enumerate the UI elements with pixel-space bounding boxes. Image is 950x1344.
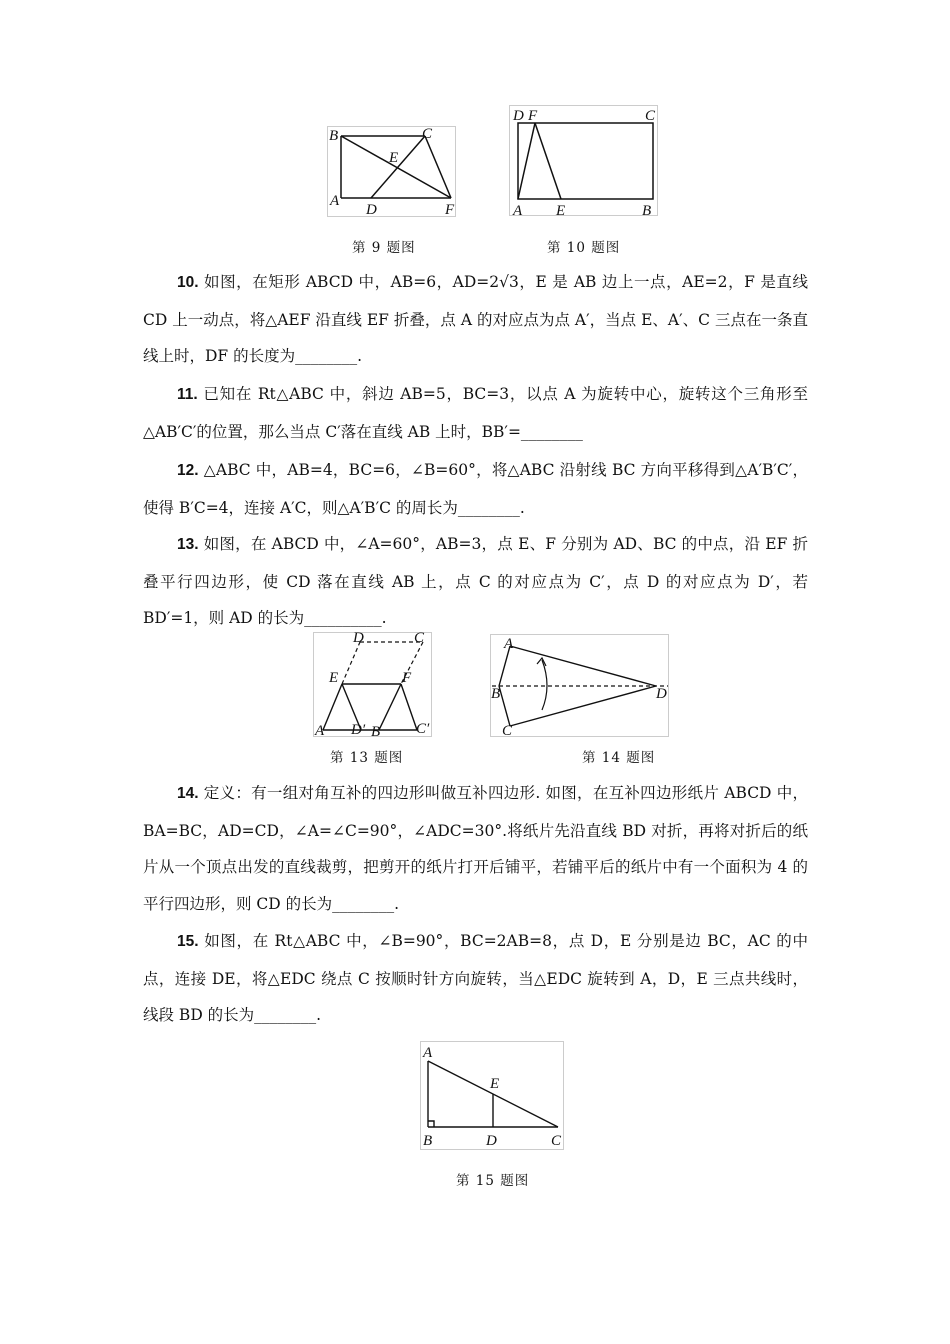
fig10-label-a: A	[513, 203, 523, 217]
question-13-text: 如图，在 ABCD 中，∠A=60°，AB=3，点 E、F 分别为 AD、BC 的中点，沿 EF 折叠平行四边形，使 CD 落在直线 AB 上，点 C 的对应点为 C′，点 D 的对应点为 D′，若 BD′=1，则 AD 的长为__________.	[143, 535, 808, 627]
question-14	[143, 775, 808, 922]
question-12-text: △ABC 中，AB=4，BC=6，∠B=60°，将△ABC 沿射线 BC 方向平移得到△A′B′C′，使得 B′C=4，连接 A′C，则△A′B′C 的周长为________.	[143, 461, 808, 517]
figure-14-caption: 第 14 题图	[582, 750, 656, 766]
fig13-label-c: C	[414, 632, 425, 646]
fig9-label-d: D	[366, 202, 377, 218]
figure-10-caption: 第 10 题图	[547, 240, 621, 256]
fig9-label-e: E	[389, 150, 399, 166]
fig13-label-cprime: C′	[416, 721, 430, 737]
fig10-label-d: D	[513, 108, 524, 124]
figure-14	[490, 634, 670, 738]
fig9-label-f: F	[445, 202, 455, 218]
question-14-number: 14.	[177, 785, 199, 802]
question-11	[143, 376, 808, 450]
fig9-label-a: A	[330, 193, 340, 209]
question-15-number: 15.	[177, 933, 199, 950]
figure-15	[420, 1041, 565, 1151]
question-10	[143, 264, 808, 375]
question-10-number: 10.	[177, 274, 199, 291]
fig10-label-b: B	[642, 203, 652, 217]
question-13	[143, 526, 808, 637]
question-15-text: 如图，在 Rt△ABC 中，∠B=90°，BC=2AB=8，点 D，E 分别是边 BC，AC 的中点，连接 DE，将△EDC 绕点 C 按顺时针方向旋转，当△EDC 旋转到 A，D，E 三点共线时，线段 BD 的长为________.	[143, 932, 808, 1024]
question-11-text: 已知在 Rt△ABC 中，斜边 AB=5，BC=3，以点 A 为旋转中心，旋转这个三角形至△AB′C′的位置，那么当点 C′落在直线 AB 上时，BB′=________	[143, 385, 808, 441]
fig10-label-e: E	[556, 203, 566, 217]
figure-13-caption: 第 13 题图	[330, 750, 404, 766]
fig9-label-c: C	[422, 126, 433, 142]
fig14-label-d: D	[656, 686, 667, 702]
fig15-label-c: C	[551, 1133, 562, 1149]
fig14-label-b: B	[491, 686, 501, 702]
question-15	[143, 923, 808, 1034]
fig15-label-b: B	[423, 1133, 433, 1149]
fig15-label-e: E	[490, 1076, 500, 1092]
question-11-number: 11.	[177, 386, 198, 403]
fig14-label-a: A	[504, 636, 514, 652]
fig13-label-d: D	[353, 632, 364, 646]
fig9-label-b: B	[329, 128, 339, 144]
question-12-number: 12.	[177, 462, 199, 479]
fig13-label-e: E	[329, 670, 339, 686]
question-13-number: 13.	[177, 536, 199, 553]
question-10-text: 如图，在矩形 ABCD 中，AB=6，AD=2√3，E 是 AB 边上一点，AE=2，F 是直线 CD 上一动点，将△AEF 沿直线 EF 折叠，点 A 的对应点为点 A′，当点 E、A′、C 三点在一条直线上时，DF 的长度为________.	[143, 273, 808, 365]
figure-9	[327, 126, 457, 218]
fig15-label-d: D	[486, 1133, 497, 1149]
figure-13	[313, 632, 433, 738]
figure-10	[509, 105, 659, 217]
question-14-text: 定义：有一组对角互补的四边形叫做互补四边形. 如图，在互补四边形纸片 ABCD 中，BA=BC，AD=CD，∠A=∠C=90°，∠ADC=30°.将纸片先沿直线 BD 对折，再将对折后的纸片从一个顶点出发的直线裁剪，把剪开的纸片打开后铺平，若铺平后的纸片中有一个面积为 4 的平行四边形，则 CD 的长为________.	[143, 784, 808, 913]
figure-15-caption: 第 15 题图	[456, 1173, 530, 1189]
figure-9-caption: 第 9 题图	[352, 240, 416, 256]
fig13-label-dprime: D′	[351, 722, 366, 738]
fig13-label-b: B	[371, 724, 381, 738]
fig14-label-c: C	[502, 723, 513, 738]
fig13-label-a: A	[315, 723, 325, 738]
fig10-label-f: F	[528, 108, 538, 124]
fig15-label-a: A	[423, 1045, 433, 1061]
question-12	[143, 452, 808, 526]
fig10-label-c: C	[645, 108, 656, 124]
fig13-label-f: F	[402, 670, 412, 686]
